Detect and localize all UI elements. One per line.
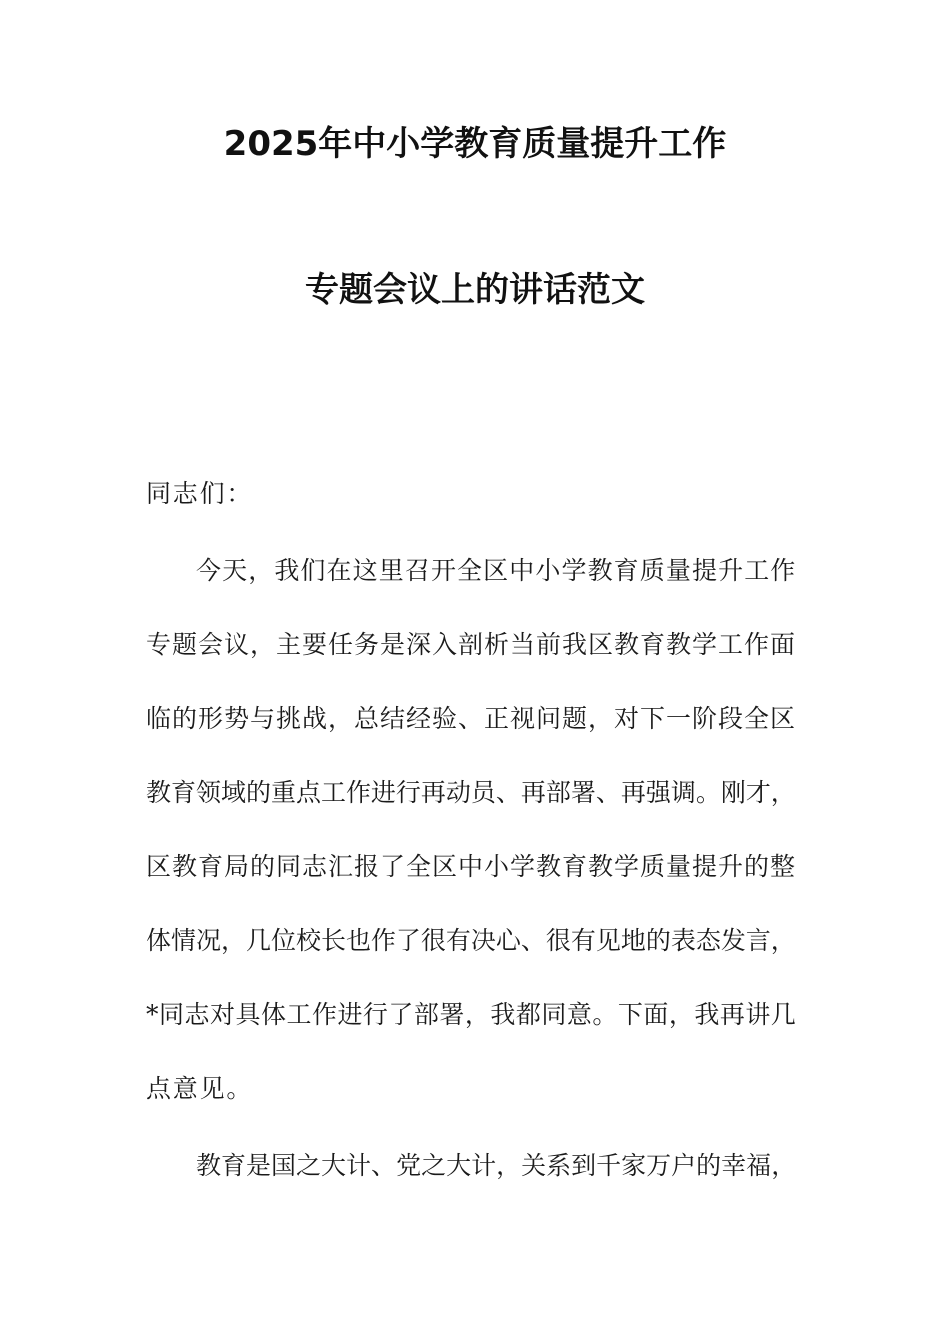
paragraph-1-line-1: 今天，我们在这里召开全区中小学教育质量提升工作 [196,556,797,585]
paragraph-1-line-5: 区教育局的同志汇报了全区中小学教育教学质量提升的整 [146,852,797,881]
paragraph-1-line-6: 体情况，几位校长也作了很有决心、很有见地的表态发言， [146,926,796,955]
paragraph-1-line-4: 教育领域的重点工作进行再动员、再部署、再强调。刚才， [146,778,796,807]
document-title-line-2: 专题会议上的讲话范文 [305,270,645,310]
paragraph-2-line-1: 教育是国之大计、党之大计，关系到千家万户的幸福， [196,1151,797,1180]
salutation: 同志们： [146,479,254,508]
paragraph-1-line-8: 点意见。 [146,1074,254,1103]
document-title-line-1: 2025年中小学教育质量提升工作 [223,124,727,164]
paragraph-1-line-2: 专题会议，主要任务是深入剖析当前我区教育教学工作面 [146,630,797,659]
paragraph-1-line-3: 临的形势与挑战，总结经验、正视问题，对下一阶段全区 [146,704,797,733]
paragraph-1-line-7: *同志对具体工作进行了部署，我都同意。下面，我再讲几 [146,1000,797,1029]
